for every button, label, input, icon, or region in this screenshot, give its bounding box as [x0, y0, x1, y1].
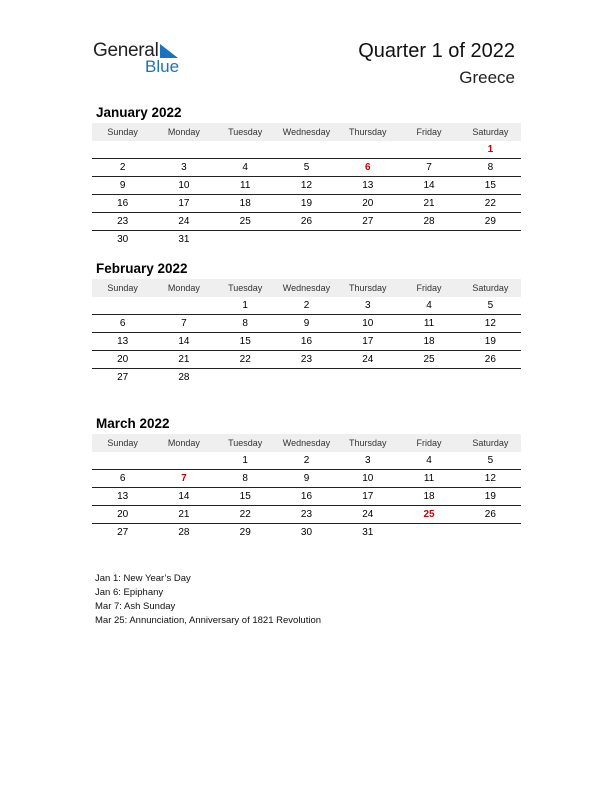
calendar-table	[92, 279, 521, 386]
month-march	[92, 414, 521, 541]
week-row	[92, 231, 521, 249]
day-cell: 13	[92, 488, 153, 506]
weekday-header: Tuesday	[215, 434, 276, 452]
day-cell: 19	[460, 333, 521, 351]
day-cell	[460, 369, 521, 387]
day-cell: 8	[460, 159, 521, 177]
logo-blue-text: Blue	[145, 57, 180, 76]
day-cell: 30	[300, 527, 313, 538]
day-cell: 26	[276, 213, 337, 231]
week-row	[92, 159, 521, 177]
day-cell: 26	[460, 351, 521, 369]
week-row	[92, 351, 521, 369]
day-cell: 28	[178, 527, 190, 538]
day-cell: 7	[153, 315, 214, 333]
day-cell	[92, 297, 153, 315]
holiday-item: Mar 25: Annunciation, Anniversary of 1821 Revolution	[95, 615, 322, 626]
day-cell: 21	[398, 195, 459, 213]
calendar-table	[92, 123, 521, 248]
weekday-header: Thursday	[337, 123, 398, 141]
weekday-header: Wednesday	[276, 279, 337, 297]
day-cell: 19	[276, 195, 337, 213]
day-cell: 11	[398, 470, 459, 488]
day-cell: 18	[215, 195, 276, 213]
month-february	[92, 259, 521, 386]
holiday-item: Mar 7: Ash Sunday	[95, 601, 176, 612]
day-cell	[398, 231, 459, 249]
day-cell: 4	[215, 159, 276, 177]
day-cell: 9	[92, 177, 153, 195]
day-cell	[215, 369, 276, 387]
weekday-header: Friday	[398, 434, 459, 452]
day-cell: 14	[153, 488, 214, 506]
day-cell: 15	[215, 333, 276, 351]
day-cell: 19	[460, 488, 521, 506]
day-cell: 13	[337, 177, 398, 195]
day-cell: 27	[337, 213, 398, 231]
weekday-header: Friday	[398, 123, 459, 141]
day-cell: 25	[398, 506, 459, 524]
month-january	[92, 103, 521, 248]
month-title: January 2022	[96, 105, 182, 120]
day-cell: 3	[337, 452, 398, 470]
weekday-header: Thursday	[337, 279, 398, 297]
day-cell	[153, 452, 214, 470]
day-cell: 26	[460, 506, 521, 524]
day-cell: 31	[178, 234, 190, 245]
day-cell	[398, 141, 459, 159]
day-cell: 6	[92, 315, 153, 333]
weekday-header: Tuesday	[215, 279, 276, 297]
week-row	[92, 488, 521, 506]
day-cell: 7	[153, 470, 214, 488]
day-cell: 22	[215, 506, 276, 524]
weekday-header: Monday	[153, 123, 214, 141]
day-cell	[276, 231, 337, 249]
day-cell	[215, 141, 276, 159]
day-cell	[460, 524, 521, 542]
day-cell: 2	[276, 297, 337, 315]
day-cell: 1	[460, 141, 521, 159]
holiday-item: Jan 6: Epiphany	[95, 587, 164, 598]
weekday-header: Saturday	[460, 279, 521, 297]
weekday-header: Monday	[153, 434, 214, 452]
day-cell: 30	[117, 234, 129, 245]
weekday-header: Thursday	[337, 434, 398, 452]
day-cell: 16	[276, 333, 337, 351]
day-cell: 3	[153, 159, 214, 177]
day-cell: 6	[92, 470, 153, 488]
day-cell: 1	[215, 452, 276, 470]
weekday-header: Saturday	[460, 123, 521, 141]
day-cell: 5	[276, 159, 337, 177]
day-cell	[276, 369, 337, 387]
day-cell: 8	[215, 470, 276, 488]
country-name: Greece	[459, 68, 515, 87]
day-cell: 23	[276, 351, 337, 369]
week-row	[92, 333, 521, 351]
day-cell: 28	[178, 372, 190, 383]
day-cell: 21	[153, 506, 214, 524]
day-cell	[398, 524, 459, 542]
day-cell	[276, 141, 337, 159]
day-cell: 4	[398, 297, 459, 315]
day-cell: 29	[460, 213, 521, 231]
day-cell: 29	[239, 527, 251, 538]
day-cell	[153, 141, 214, 159]
weekday-header: Tuesday	[215, 123, 276, 141]
day-cell: 28	[398, 213, 459, 231]
weekday-header: Wednesday	[276, 434, 337, 452]
day-cell: 11	[215, 177, 276, 195]
day-cell: 16	[276, 488, 337, 506]
day-cell: 21	[153, 351, 214, 369]
week-row	[92, 506, 521, 524]
day-cell: 20	[92, 506, 153, 524]
weekday-header: Friday	[398, 279, 459, 297]
day-cell: 14	[153, 333, 214, 351]
day-cell: 12	[460, 470, 521, 488]
month-title: March 2022	[96, 416, 170, 431]
week-row	[92, 452, 521, 470]
day-cell: 9	[276, 470, 337, 488]
day-cell: 2	[276, 452, 337, 470]
day-cell	[460, 231, 521, 249]
day-cell: 23	[276, 506, 337, 524]
day-cell: 12	[276, 177, 337, 195]
calendar-table	[92, 434, 521, 541]
day-cell: 13	[92, 333, 153, 351]
week-row	[92, 213, 521, 231]
week-row	[92, 195, 521, 213]
weekday-header: Wednesday	[276, 123, 337, 141]
day-cell: 20	[92, 351, 153, 369]
day-cell: 15	[460, 177, 521, 195]
week-row	[92, 177, 521, 195]
day-cell: 15	[215, 488, 276, 506]
weekday-header: Sunday	[92, 123, 153, 141]
day-cell: 9	[276, 315, 337, 333]
day-cell: 17	[153, 195, 214, 213]
day-cell	[92, 452, 153, 470]
day-cell: 2	[92, 159, 153, 177]
day-cell: 31	[362, 527, 374, 538]
day-cell	[337, 231, 398, 249]
day-cell: 10	[153, 177, 214, 195]
weekday-header: Monday	[153, 279, 214, 297]
day-cell: 1	[215, 297, 276, 315]
day-cell: 25	[398, 351, 459, 369]
day-cell: 20	[337, 195, 398, 213]
weekday-header: Saturday	[460, 434, 521, 452]
week-row	[92, 297, 521, 315]
day-cell	[337, 141, 398, 159]
day-cell: 6	[337, 159, 398, 177]
week-row	[92, 141, 521, 159]
day-cell: 27	[117, 372, 129, 383]
day-cell: 17	[337, 333, 398, 351]
logo-general-text: General	[93, 40, 159, 61]
week-row	[92, 470, 521, 488]
page-title: Quarter 1 of 2022	[358, 40, 515, 62]
weekday-header: Sunday	[92, 434, 153, 452]
day-cell: 27	[117, 527, 129, 538]
day-cell: 8	[215, 315, 276, 333]
day-cell: 10	[337, 470, 398, 488]
day-cell	[398, 369, 459, 387]
day-cell: 10	[337, 315, 398, 333]
day-cell: 16	[92, 195, 153, 213]
day-cell: 24	[337, 351, 398, 369]
week-row	[92, 315, 521, 333]
day-cell	[153, 297, 214, 315]
day-cell	[215, 231, 276, 249]
day-cell: 3	[337, 297, 398, 315]
week-row	[92, 369, 521, 387]
day-cell: 5	[460, 452, 521, 470]
day-cell: 18	[398, 333, 459, 351]
day-cell	[337, 369, 398, 387]
holiday-item: Jan 1: New Year’s Day	[95, 573, 191, 584]
month-title: February 2022	[96, 261, 188, 276]
week-row	[92, 524, 521, 542]
day-cell: 12	[460, 315, 521, 333]
day-cell: 5	[460, 297, 521, 315]
day-cell: 17	[337, 488, 398, 506]
day-cell	[92, 141, 153, 159]
day-cell: 24	[337, 506, 398, 524]
day-cell: 25	[215, 213, 276, 231]
day-cell: 18	[398, 488, 459, 506]
day-cell: 24	[153, 213, 214, 231]
day-cell: 14	[398, 177, 459, 195]
brand-logo	[93, 40, 193, 80]
day-cell: 11	[398, 315, 459, 333]
day-cell: 4	[398, 452, 459, 470]
weekday-header: Sunday	[92, 279, 153, 297]
day-cell: 22	[215, 351, 276, 369]
holiday-list	[95, 572, 321, 628]
day-cell: 23	[92, 213, 153, 231]
day-cell: 7	[398, 159, 459, 177]
day-cell: 22	[460, 195, 521, 213]
